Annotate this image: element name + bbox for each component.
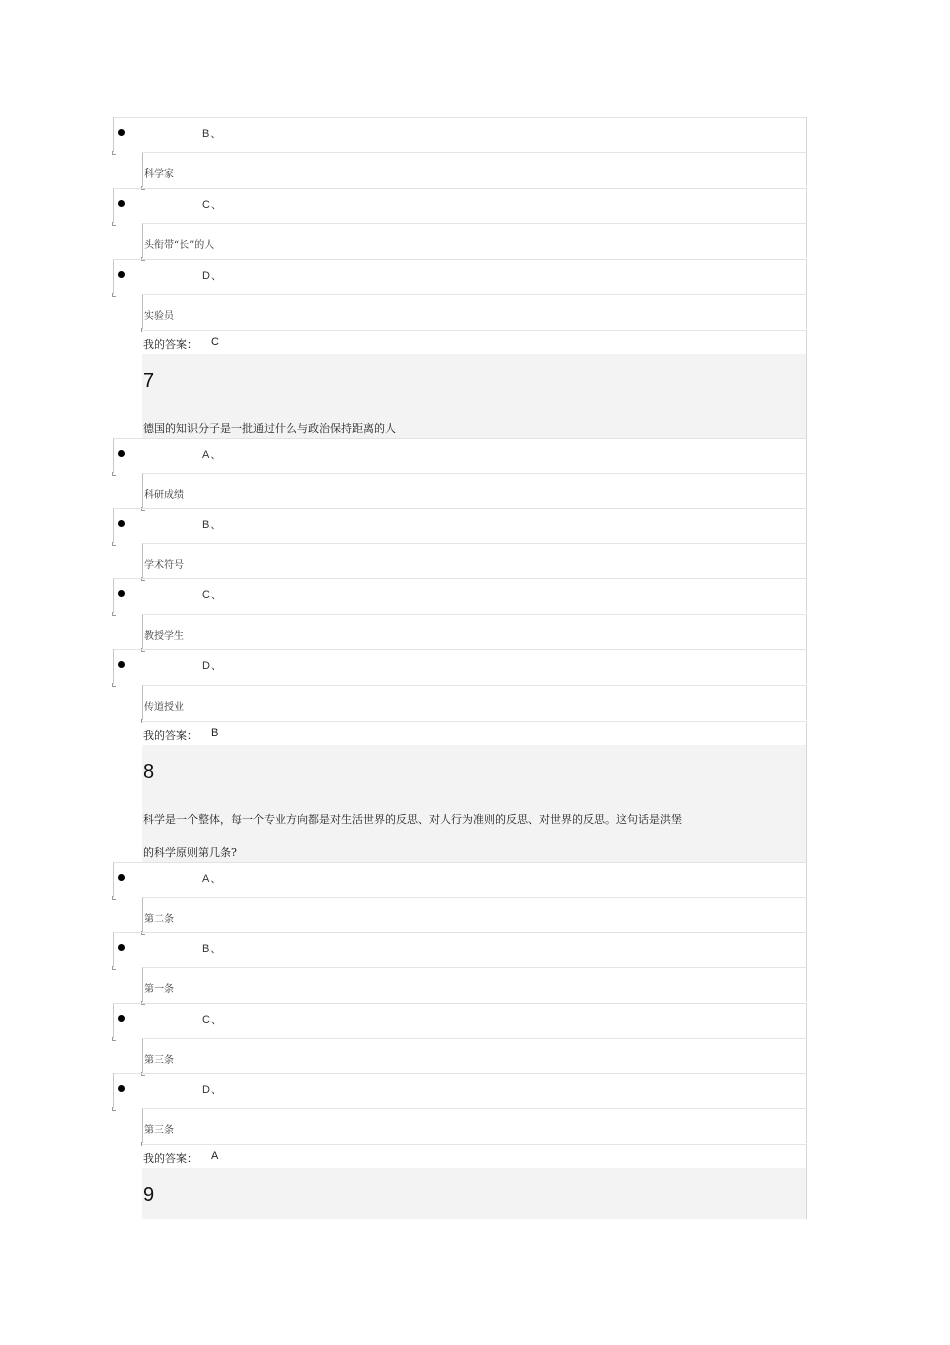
option-c-row[interactable] [113,1003,807,1038]
question-block [142,1168,807,1219]
question-block [142,745,807,862]
my-answer-row [142,1144,807,1168]
option-text-row[interactable] [142,152,807,187]
option-c-row[interactable] [113,578,807,613]
corner-mark [112,293,116,297]
question-text-line-2: 的科学原则第几条? [143,846,237,859]
corner-mark [112,612,116,616]
corner-mark [112,222,116,226]
question-number: 7 [143,370,155,392]
option-text-row[interactable] [142,473,807,508]
option-text-row[interactable] [142,614,807,649]
option-text: 教授学生 [144,631,184,642]
corner-mark [112,1107,116,1111]
corner-mark [112,896,116,900]
bullet-icon [118,661,125,668]
option-a-row[interactable] [113,862,807,897]
option-letter: C、 [202,1014,223,1026]
my-answer-value: A [211,1150,219,1162]
question-number: 8 [143,761,155,783]
option-text-row[interactable] [142,294,807,329]
option-b-row[interactable] [113,932,807,967]
option-letter: D、 [202,270,223,282]
bullet-icon [118,944,125,951]
question-text-line-1: 科学是一个整体，每一个专业方向都是对生活世界的反思、对人行为准则的反思、对世界的反思。这句话是洪堡 [143,813,682,826]
bullet-icon [118,874,125,881]
my-answer-label: 我的答案： [143,338,198,351]
question-block [142,354,807,438]
corner-mark [112,683,116,687]
option-text-row[interactable] [142,223,807,258]
my-answer-row [142,330,807,354]
option-letter: A、 [202,873,223,885]
my-answer-value: B [211,727,219,739]
option-b-row[interactable] [113,508,807,543]
corner-mark [112,542,116,546]
option-a-row[interactable] [113,438,807,473]
option-text: 学术符号 [144,560,184,571]
option-letter: A、 [202,449,223,461]
corner-mark [112,151,116,155]
option-text: 第二条 [144,914,174,925]
option-letter: B、 [202,128,223,140]
option-text: 头衔带“长”的人 [144,240,215,251]
my-answer-label: 我的答案： [143,729,198,742]
option-text-row[interactable] [142,1038,807,1073]
option-text: 实验员 [144,311,174,322]
option-letter: B、 [202,519,223,531]
my-answer-label: 我的答案： [143,1152,198,1165]
option-text-row[interactable] [142,685,807,720]
corner-mark [112,1037,116,1041]
option-letter: D、 [202,660,223,672]
option-b-row[interactable] [113,117,807,152]
option-c-row[interactable] [113,188,807,223]
option-text: 科学家 [144,169,174,180]
option-text: 第一条 [144,984,174,995]
question-text: 德国的知识分子是一批通过什么与政治保持距离的人 [143,422,396,435]
bullet-icon [118,520,125,527]
option-letter: B、 [202,943,223,955]
my-answer-value: C [211,336,219,348]
corner-mark [112,472,116,476]
my-answer-row [142,721,807,745]
option-d-row[interactable] [113,259,807,294]
option-d-row[interactable] [113,649,807,684]
option-text: 第三条 [144,1125,174,1136]
option-text: 科研成绩 [144,490,184,501]
option-text-row[interactable] [142,897,807,932]
option-text: 第三条 [144,1055,174,1066]
option-text: 传道授业 [144,702,184,713]
option-text-row[interactable] [142,1108,807,1143]
option-letter: D、 [202,1084,223,1096]
bullet-icon [118,1085,125,1092]
question-number: 9 [143,1184,155,1206]
option-letter: C、 [202,589,223,601]
bullet-icon [118,590,125,597]
bullet-icon [118,200,125,207]
bullet-icon [118,271,125,278]
bullet-icon [118,1015,125,1022]
bullet-icon [118,450,125,457]
option-letter: C、 [202,199,223,211]
option-d-row[interactable] [113,1073,807,1108]
option-text-row[interactable] [142,967,807,1002]
bullet-icon [118,129,125,136]
corner-mark [112,966,116,970]
option-text-row[interactable] [142,543,807,578]
